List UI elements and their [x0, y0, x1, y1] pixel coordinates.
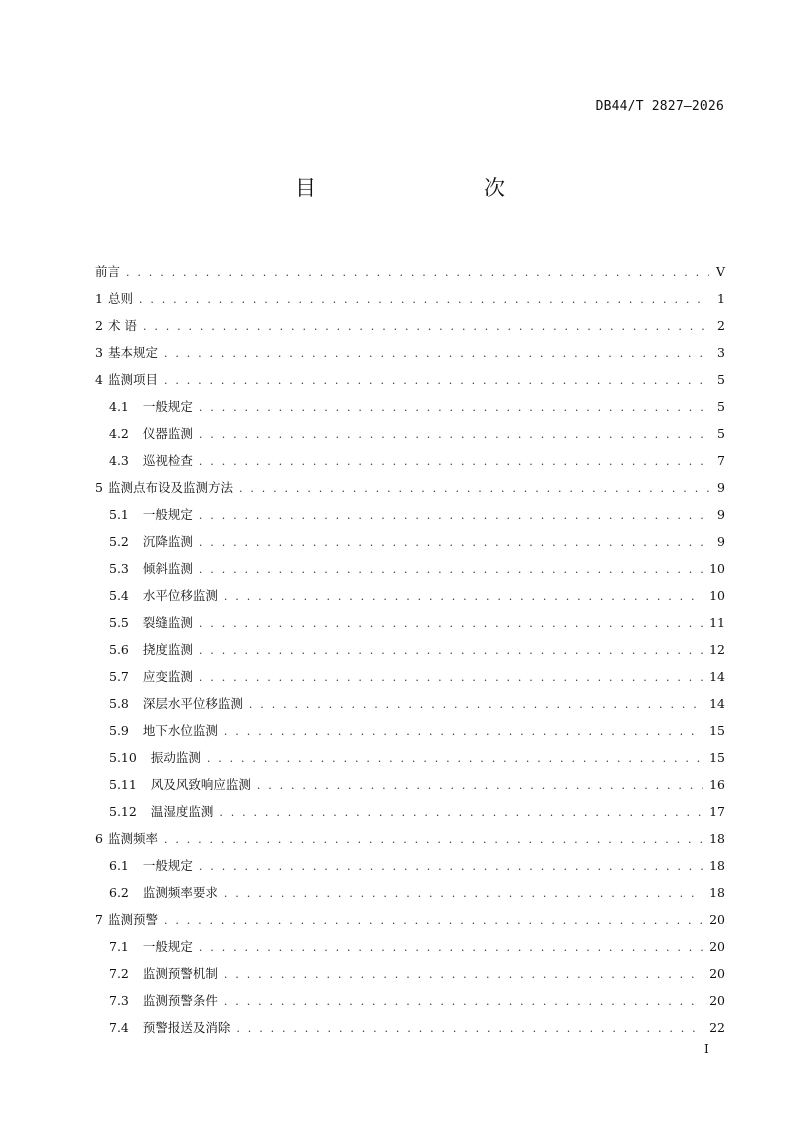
toc-dot-leader — [199, 644, 703, 657]
toc-entry-page: 15 — [709, 723, 725, 738]
toc-entry[interactable] — [95, 910, 725, 937]
toc-entry[interactable] — [95, 478, 725, 505]
toc-entry-number: 5.3 — [109, 561, 129, 576]
toc-dot-leader — [164, 833, 703, 846]
toc-entry-label: 监测频率要求 — [142, 885, 218, 900]
toc-entry[interactable] — [95, 316, 725, 343]
toc-entry[interactable] — [95, 613, 725, 640]
toc-dot-leader — [199, 509, 709, 522]
document-code: DB44/T 2827—2026 — [595, 99, 724, 114]
toc-entry-label: 风及风致响应监测 — [150, 777, 251, 792]
toc-entry-number: 5.11 — [109, 777, 137, 792]
toc-entry-number: 7.2 — [109, 966, 129, 981]
toc-entry[interactable] — [95, 262, 725, 289]
toc-entry-label: 应变监测 — [142, 669, 193, 684]
toc-entry-number: 7 — [95, 912, 103, 927]
toc-entry-number: 7.4 — [109, 1020, 129, 1035]
toc-entry[interactable] — [95, 748, 725, 775]
page-number: I — [704, 1042, 709, 1056]
toc-entry-label: 总则 — [107, 291, 133, 306]
toc-entry-page: 10 — [709, 561, 725, 576]
toc-entry-label: 一般规定 — [142, 507, 193, 522]
toc-entry[interactable] — [95, 640, 725, 667]
toc-entry-number: 5.1 — [109, 507, 129, 522]
toc-entry-page: 9 — [717, 507, 725, 522]
toc-dot-leader — [199, 401, 709, 414]
toc-dot-leader — [257, 779, 703, 792]
toc-entry[interactable] — [95, 559, 725, 586]
toc-entry-number: 7.1 — [109, 939, 129, 954]
toc-entry-label: 水平位移监测 — [142, 588, 218, 603]
toc-entry[interactable] — [95, 775, 725, 802]
toc-entry-page: 5 — [717, 426, 725, 441]
toc-entry-number: 2 — [95, 318, 103, 333]
toc-entry-page: 11 — [709, 615, 725, 630]
toc-entry[interactable] — [95, 721, 725, 748]
toc-entry[interactable] — [95, 667, 725, 694]
toc-entry-page: 2 — [717, 318, 725, 333]
toc-entry-number: 5.7 — [109, 669, 129, 684]
toc-entry-label: 基本规定 — [107, 345, 158, 360]
toc-entry-page: 10 — [709, 588, 725, 603]
toc-entry-label: 裂缝监测 — [142, 615, 193, 630]
toc-dot-leader — [199, 860, 703, 873]
toc-entry-page: 12 — [709, 642, 725, 657]
toc-dot-leader — [224, 968, 703, 981]
toc-entry-page: 1 — [717, 291, 725, 306]
toc-entry-page: 16 — [709, 777, 725, 792]
toc-entry-page: 5 — [717, 399, 725, 414]
toc-dot-leader — [139, 293, 709, 306]
toc-entry-label: 深层水平位移监测 — [142, 696, 243, 711]
toc-dot-leader — [199, 455, 709, 468]
toc-entry[interactable] — [95, 343, 725, 370]
toc-entry-page: 15 — [709, 750, 725, 765]
toc-entry-label: 监测频率 — [107, 831, 158, 846]
toc-entry[interactable] — [95, 937, 725, 964]
toc-dot-leader — [143, 320, 709, 333]
toc-dot-leader — [164, 374, 709, 387]
toc-entry-label: 一般规定 — [142, 858, 193, 873]
toc-entry-page: 9 — [717, 534, 725, 549]
toc-entry-number: 6.1 — [109, 858, 129, 873]
toc-entry-number: 4.2 — [109, 426, 129, 441]
toc-entry-number: 1 — [95, 291, 103, 306]
toc-entry-label: 一般规定 — [142, 939, 193, 954]
toc-entry[interactable] — [95, 370, 725, 397]
toc-entry-number: 7.3 — [109, 993, 129, 1008]
toc-dot-leader — [164, 914, 703, 927]
toc-entry[interactable] — [95, 802, 725, 829]
toc-dot-leader — [224, 590, 703, 603]
toc-dot-leader — [164, 347, 709, 360]
toc-entry-page: 20 — [709, 912, 725, 927]
toc-entry[interactable] — [95, 505, 725, 532]
toc-entry-label: 仪器监测 — [142, 426, 193, 441]
toc-entry-label: 监测预警机制 — [142, 966, 218, 981]
toc-entry-label: 监测项目 — [107, 372, 158, 387]
toc-entry-label: 术 语 — [107, 318, 137, 333]
toc-entry[interactable] — [95, 964, 725, 991]
toc-entry-label: 巡视检查 — [142, 453, 193, 468]
toc-entry-number: 5 — [95, 480, 103, 495]
toc-entry-label: 监测点布设及监测方法 — [107, 480, 233, 495]
toc-entry-label: 沉降监测 — [142, 534, 193, 549]
toc-entry-number: 5.8 — [109, 696, 129, 711]
toc-entry-page: 7 — [717, 453, 725, 468]
toc-entry-label: 预警报送及消除 — [142, 1020, 231, 1035]
toc-dot-leader — [199, 671, 703, 684]
toc-entry-number: 5.6 — [109, 642, 129, 657]
toc-entry-number: 4.1 — [109, 399, 129, 414]
toc-dot-leader — [199, 428, 709, 441]
toc-entry[interactable] — [95, 289, 725, 316]
toc-entry-number: 3 — [95, 345, 103, 360]
toc-entry-number: 6.2 — [109, 885, 129, 900]
toc-entry[interactable] — [95, 451, 725, 478]
toc-entry-number: 5.2 — [109, 534, 129, 549]
toc-entry-label: 监测预警 — [107, 912, 158, 927]
toc-entry-number: 5.4 — [109, 588, 129, 603]
toc-entry-page: 18 — [709, 831, 725, 846]
toc-entry[interactable] — [95, 397, 725, 424]
toc-entry-page: 20 — [709, 939, 725, 954]
toc-entry[interactable] — [95, 424, 725, 451]
toc-entry[interactable] — [95, 1018, 725, 1045]
toc-entry-page: 3 — [717, 345, 725, 360]
toc-entry-page: 9 — [717, 480, 725, 495]
toc-entry-page: 20 — [709, 966, 725, 981]
toc-entry-page: 18 — [709, 858, 725, 873]
toc-dot-leader — [199, 563, 703, 576]
toc-dot-leader — [239, 482, 709, 495]
toc-entry-page: 20 — [709, 993, 725, 1008]
toc-entry-label: 温湿度监测 — [150, 804, 214, 819]
toc-entry-number: 5.9 — [109, 723, 129, 738]
toc-entry[interactable] — [95, 586, 725, 613]
toc-entry-page: 18 — [709, 885, 725, 900]
toc-dot-leader — [219, 806, 703, 819]
toc-dot-leader — [224, 725, 703, 738]
toc-dot-leader — [207, 752, 703, 765]
toc-dot-leader — [199, 941, 703, 954]
toc-entry-label: 挠度监测 — [142, 642, 193, 657]
toc-entry[interactable] — [95, 829, 725, 856]
toc-entry-label: 振动监测 — [150, 750, 201, 765]
toc-entry-number: 5.10 — [109, 750, 137, 765]
toc-entry-number: 6 — [95, 831, 103, 846]
table-of-contents — [95, 262, 725, 1045]
toc-dot-leader — [199, 617, 703, 630]
toc-entry[interactable] — [95, 991, 725, 1018]
toc-entry-page: 17 — [709, 804, 725, 819]
toc-entry-page: 14 — [709, 669, 725, 684]
toc-entry-page: 22 — [709, 1020, 725, 1035]
toc-entry[interactable] — [95, 532, 725, 559]
toc-entry[interactable] — [95, 694, 725, 721]
toc-entry[interactable] — [95, 883, 725, 910]
toc-entry-number: 5.5 — [109, 615, 129, 630]
toc-entry-page: 14 — [709, 696, 725, 711]
toc-entry-page: 5 — [717, 372, 725, 387]
toc-entry-number: 5.12 — [109, 804, 137, 819]
toc-entry-label: 地下水位监测 — [142, 723, 218, 738]
toc-dot-leader — [224, 887, 703, 900]
toc-entry-number: 4.3 — [109, 453, 129, 468]
toc-entry-page: V — [715, 264, 725, 279]
toc-dot-leader — [236, 1022, 703, 1035]
toc-dot-leader — [249, 698, 703, 711]
page-title: 目 次 — [295, 176, 547, 200]
toc-entry-label: 前言 — [95, 264, 121, 279]
toc-entry-number: 4 — [95, 372, 103, 387]
toc-dot-leader — [224, 995, 703, 1008]
toc-entry-label: 倾斜监测 — [142, 561, 193, 576]
toc-entry[interactable] — [95, 856, 725, 883]
toc-entry-label: 监测预警条件 — [142, 993, 218, 1008]
toc-entry-label: 一般规定 — [142, 399, 193, 414]
toc-dot-leader — [199, 536, 709, 549]
toc-dot-leader — [126, 266, 709, 279]
